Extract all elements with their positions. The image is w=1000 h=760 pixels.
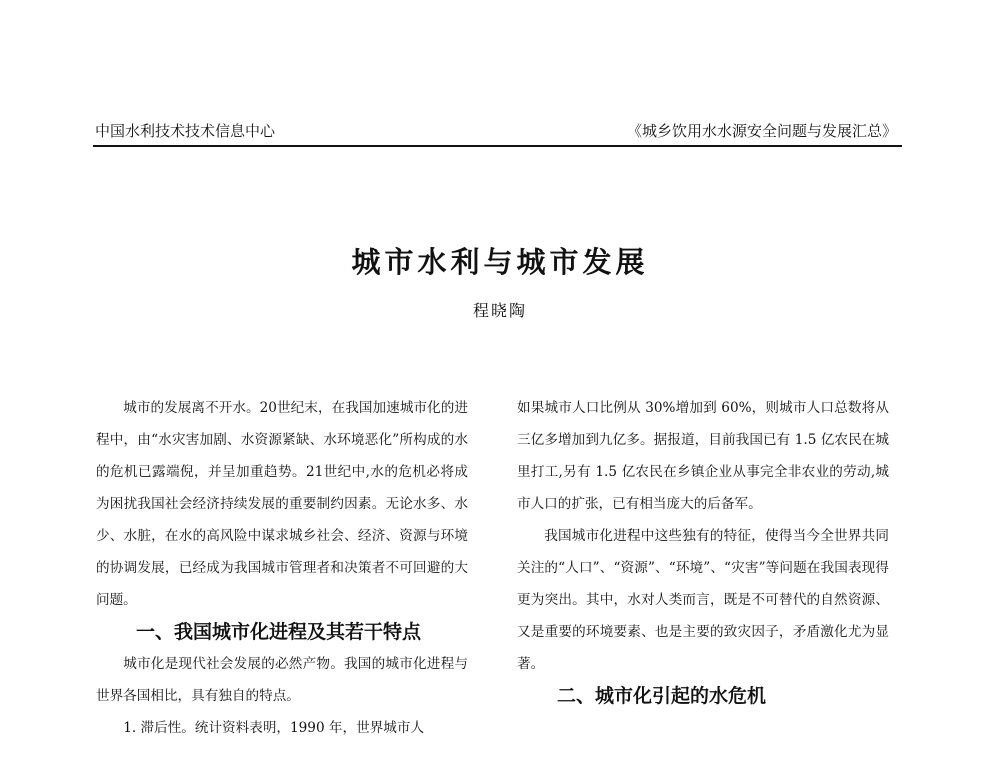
paragraph: 我国城市化进程中这些独有的特征，使得当今全世界共同关注的“人口”、“资源”、“环境”、“灾害”等问题在我国表现得更为突出。其中，水对人类而言，既是不可替代的自然资源、又是重要的环境要素、也是主要的致灾因子，矛盾激化尤为显著。 <box>517 528 889 672</box>
section-heading: 一、我国城市化进程及其若干特点 <box>136 621 422 643</box>
right-column <box>517 392 889 712</box>
running-header-collection: 《城乡饮用水水源安全问题与发展汇总》 <box>626 122 897 140</box>
article-author: 程晓陶 <box>472 301 527 320</box>
paragraph: 城市的发展离不开水。20世纪末，在我国加速城市化的进程中，由“水灾害加剧、水资源紧缺、水环境恶化”所构成的水的危机已露端倪，并呈加重趋势。21世纪中,水的危机必将成为困扰我国社会经济持续发展的重要制约因素。无论水多、水少、水脏，在水的高风险中谋求城乡社会、经济、资源与环境的协调发展，已经成为我国城市管理者和决策者不可回避的大问题。 <box>96 400 468 608</box>
paragraph: 如果城市人口比例从 30%增加到 60%，则城市人口总数将从三亿多增加到九亿多。据报道，目前我国已有 1.5 亿农民在城里打工,另有 1.5 亿农民在乡镇企业从事完全非农业的劳动,城市人口的扩张，已有相当庞大的后备军。 <box>517 400 889 512</box>
article-title: 城市水利与城市发展 <box>351 245 649 279</box>
left-column <box>96 392 468 744</box>
header-rule <box>93 145 902 147</box>
paragraph: 城市化是现代社会发展的必然产物。我国的城市化进程与世界各国相比，具有独自的特点。 <box>96 656 468 704</box>
section-heading: 二、城市化引起的水危机 <box>557 685 767 707</box>
running-header-source: 中国水利技术技术信息中心 <box>95 122 276 140</box>
paragraph: 1. 滞后性。统计资料表明，1990 年，世界城市人 <box>123 720 425 736</box>
